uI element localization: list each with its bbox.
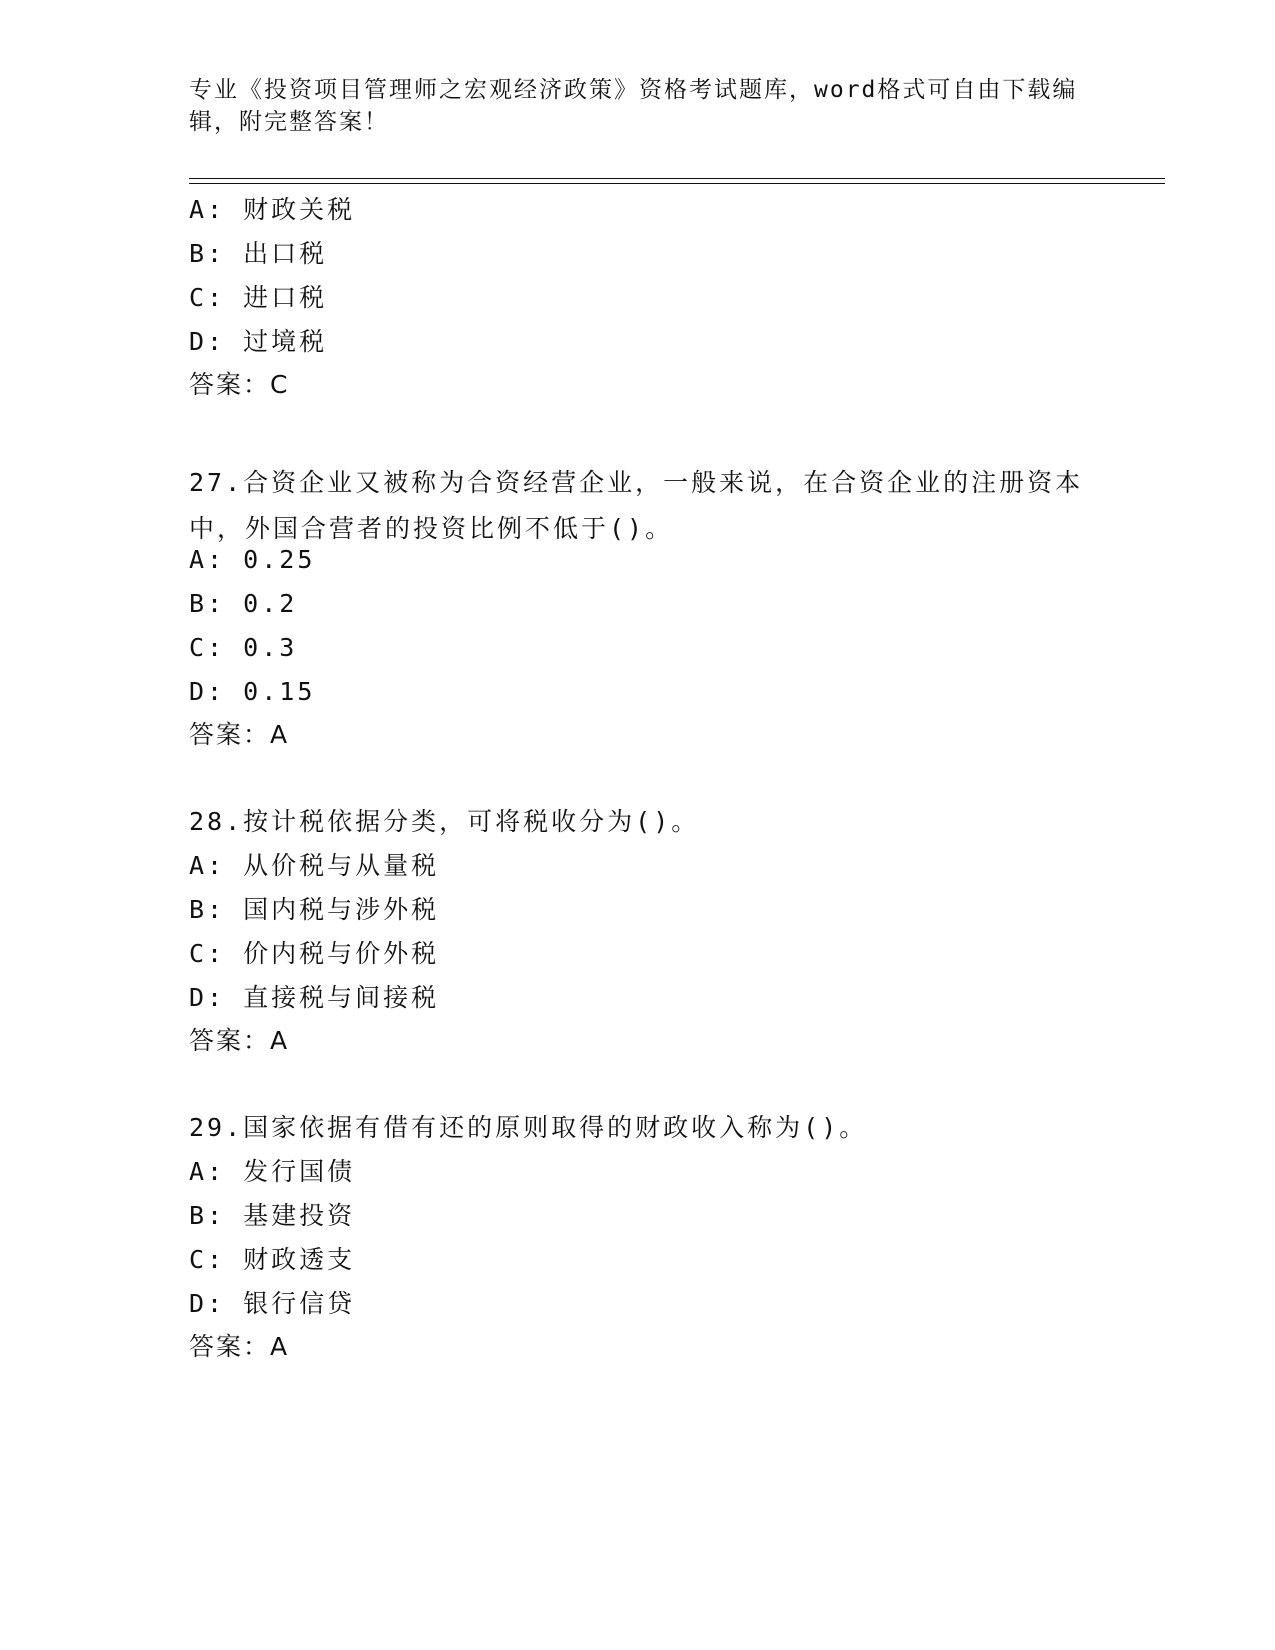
- question-text: 29.国家依据有借有还的原则取得的财政收入称为()。: [189, 1113, 868, 1142]
- header-divider-bottom: [189, 183, 1165, 184]
- option-a: A: 0.25: [189, 545, 316, 574]
- option-b: B: 国内税与涉外税: [189, 895, 440, 924]
- option-c: C: 财政透支: [189, 1245, 356, 1274]
- header-divider-top: [189, 178, 1165, 179]
- option-d: D: 过境税: [189, 327, 328, 356]
- option-b: B: 0.2: [189, 589, 298, 618]
- option-b: B: 基建投资: [189, 1201, 356, 1230]
- option-d: D: 直接税与间接税: [189, 983, 440, 1012]
- document-header: 专业《投资项目管理师之宏观经济政策》资格考试题库，word格式可自由下载编辑，附完整答案！: [189, 77, 1078, 135]
- option-a: A: 发行国债: [189, 1157, 356, 1186]
- answer-line: 答案：A: [189, 1026, 290, 1055]
- option-d: D: 0.15: [189, 677, 316, 706]
- option-d: D: 银行信贷: [189, 1289, 356, 1318]
- answer-line: 答案：A: [189, 720, 290, 749]
- option-c: C: 价内税与价外税: [189, 939, 440, 968]
- answer-line: 答案：C: [189, 370, 290, 399]
- option-a: A: 从价税与从量税: [189, 851, 440, 880]
- option-a: A: 财政关税: [189, 195, 356, 224]
- answer-line: 答案：A: [189, 1332, 290, 1361]
- option-c: C: 进口税: [189, 283, 328, 312]
- question-text: 27.合资企业又被称为合资经营企业，一般来说，在合资企业的注册资本中，外国合营者的投资比例不低于()。: [189, 468, 1084, 543]
- option-b: B: 出口税: [189, 239, 328, 268]
- option-c: C: 0.3: [189, 633, 298, 662]
- question-text: 28.按计税依据分类，可将税收分为()。: [189, 807, 700, 836]
